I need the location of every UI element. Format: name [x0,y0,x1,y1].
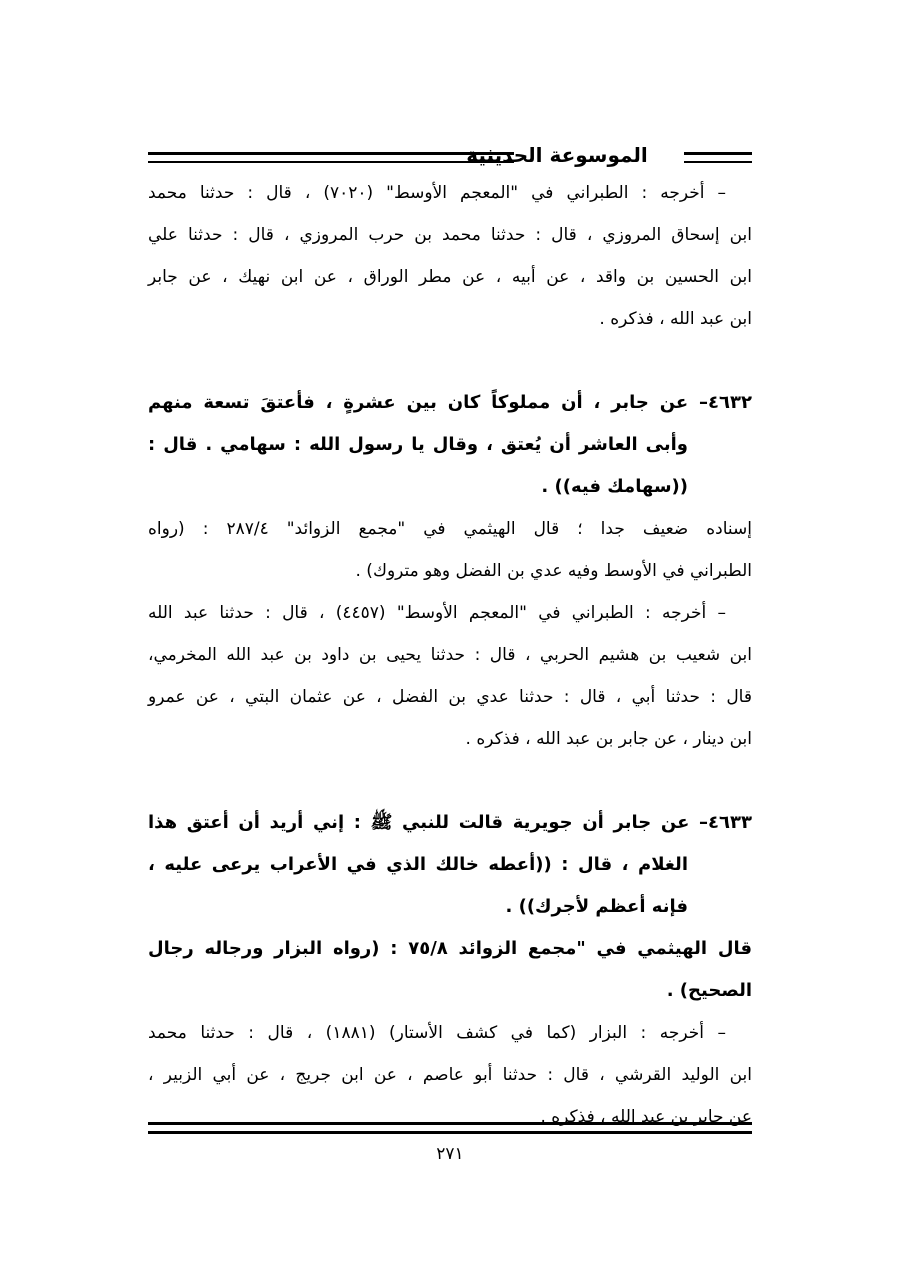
text-line: عن جابر بن عبد الله ، فذكره . [540,1107,752,1127]
text-line: الغلام ، قال : ((أعطه خالك الذي في الأعراب يرعى عليه ، [148,854,688,875]
text-line: ٤٦٣٣– عن جابر أن جويرية قالت للنبي ﷺ : إني أريد أن أعتق هذا [148,812,752,833]
text-line: – أخرجه : الطبراني في "المعجم الأوسط" (٧٠٢٠) ، قال : حدثنا محمد [148,183,726,203]
takhrij-paragraph [148,172,752,340]
section-gap [148,760,752,802]
page-content [148,172,752,1138]
takhrij-paragraph [148,592,752,760]
running-title: الموسوعة الحديثية [466,143,648,167]
text-line: الطبراني في الأوسط وفيه عدي بن الفضل وهو متروك) . [355,561,752,581]
text-line: ٤٦٣٢– عن جابر ، أن مملوكاً كان بين عشرةٍ ، فأعتقَ تسعة منهم [148,392,752,413]
text-line: ابن دينار ، عن جابر بن عبد الله ، فذكره . [465,729,752,749]
text-line: قال الهيثمي في "مجمع الزوائد ٧٥/٨ : (رواه البزار ورجاله رجال [148,938,753,959]
page-header [148,140,752,174]
text-line: إسناده ضعيف جدا ؛ قال الهيثمي في "مجمع الزوائد" ٢٨٧/٤ : (رواه [148,519,752,539]
text-line: ابن الحسين بن واقد ، عن أبيه ، عن مطر الوراق ، عن ابن نهيك ، عن جابر [148,267,752,287]
text-line: – أخرجه : الطبراني في "المعجم الأوسط" (٤٤٥٧) ، قال : حدثنا عبد الله [148,603,726,623]
text-line: – أخرجه : البزار (كما في كشف الأستار) (١٨٨١) ، قال : حدثنا محمد [148,1023,727,1043]
text-line: ابن عبد الله ، فذكره . [599,309,752,329]
text-line: الصحيح) . [666,980,752,1001]
page-number: ٢٧١ [436,1144,464,1164]
hadith-text [148,382,752,508]
footer-rule [148,1122,752,1134]
text-line: فإنه أعظم لأجرك)) . [505,896,688,917]
grading-paragraph [148,508,752,592]
text-line: وأبى العاشر أن يُعتق ، وقال يا رسول الله : سهامي . قال : [148,434,688,455]
text-line: ابن شعيب بن هشيم الحربي ، قال : حدثنا يحيى بن داود بن عبد الله المخرمي، [148,645,752,665]
book-page [148,0,752,1273]
text-line: قال : حدثنا أبي ، قال : حدثنا عدي بن الفضل ، عن عثمان البتي ، عن عمرو [148,687,752,707]
page-footer [148,1122,752,1164]
header-rule-left [148,152,514,163]
takhrij-paragraph [148,1012,752,1138]
section-gap [148,340,752,382]
text-line: ((سهامك فيه)) . [541,476,688,497]
text-line: ابن إسحاق المروزي ، قال : حدثنا محمد بن حرب المروزي ، قال : حدثنا علي [148,225,752,245]
hadith-text [148,802,752,928]
grading-paragraph [148,928,752,1012]
text-line: ابن الوليد القرشي ، قال : حدثنا أبو عاصم ، عن ابن جريج ، عن أبي الزبير ، [148,1065,752,1085]
